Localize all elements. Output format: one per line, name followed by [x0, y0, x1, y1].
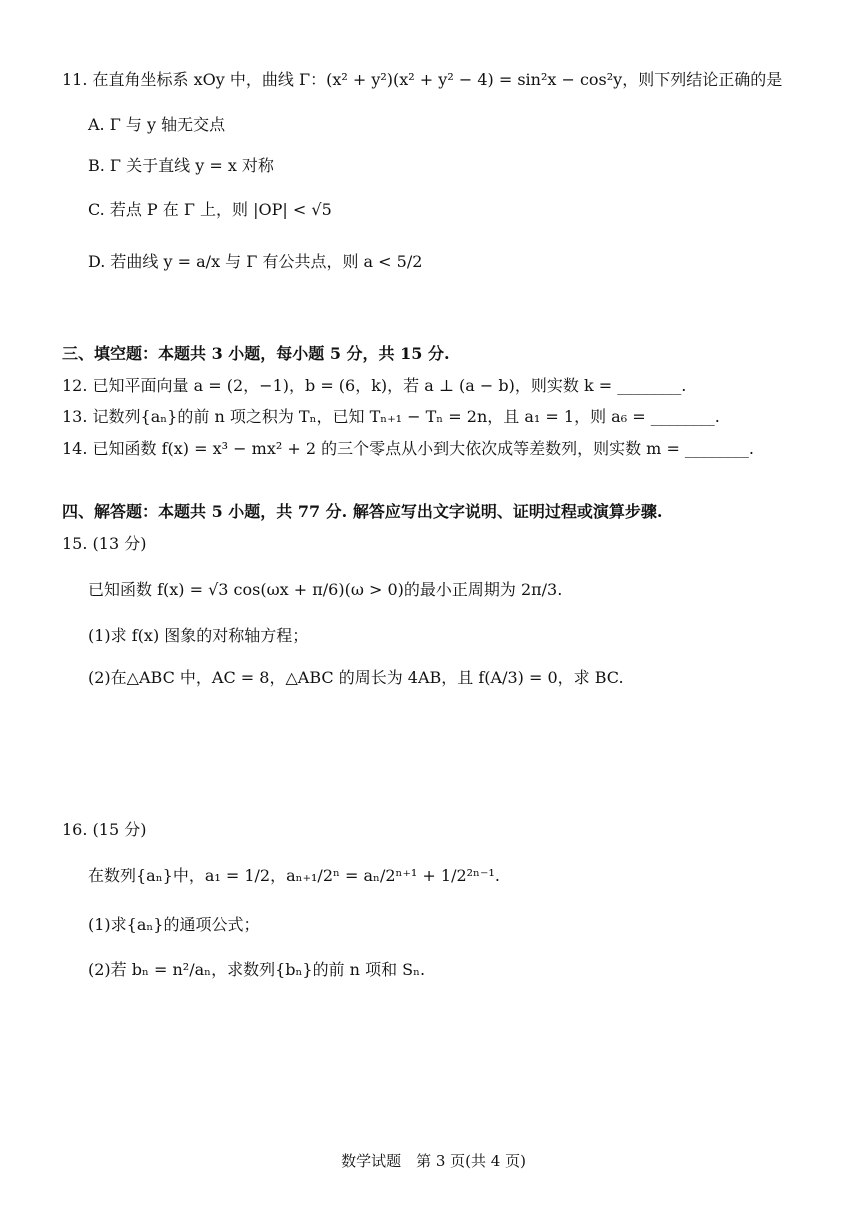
q13-text: 13. 记数列{aₙ}的前 n 项之积为 Tₙ，已知 Tₙ₊₁ − Tₙ = 2n，且 a₁ = 1，则 a₆ = ________.	[62, 407, 720, 426]
q15-part1: (1)求 f(x) 图象的对称轴方程；	[88, 626, 309, 645]
q15-part2: (2)在△ABC 中，AC = 8，△ABC 的周长为 4AB，且 f(A/3) = 0，求 BC.	[88, 668, 624, 687]
q11-option-c: C. 若点 P 在 Γ 上，则 |OP| < √5	[88, 200, 332, 219]
section4-heading: 四、解答题：本题共 5 小题，共 77 分. 解答应写出文字说明、证明过程或演算步骤.	[62, 502, 663, 521]
q16-part2: (2)若 bₙ = n²/aₙ，求数列{bₙ}的前 n 项和 Sₙ.	[88, 960, 426, 979]
q11-stem: 11. 在直角坐标系 xOy 中，曲线 Γ：(x² + y²)(x² + y² − 4) = sin²x − cos²y，则下列结论正确的是	[62, 70, 783, 89]
q15-title: 15. (13 分)	[62, 534, 147, 553]
q16-part1: (1)求{aₙ}的通项公式；	[88, 915, 260, 934]
q11-option-a: A. Γ 与 y 轴无交点	[88, 115, 226, 134]
q11-option-b: B. Γ 关于直线 y = x 对称	[88, 156, 274, 175]
q12-text: 12. 已知平面向量 a = (2，−1)，b = (6，k)，若 a ⊥ (a − b)，则实数 k = ________.	[62, 376, 687, 395]
q15-stem: 已知函数 f(x) = √3 cos(ωx + π/6)(ω > 0)的最小正周期为 2π/3.	[88, 580, 563, 599]
q14-text: 14. 已知函数 f(x) = x³ − mx² + 2 的三个零点从小到大依次成等差数列，则实数 m = ________.	[62, 439, 755, 458]
page-footer: 数学试题 第 3 页(共 4 页)	[341, 1152, 526, 1170]
section3-heading: 三、填空题：本题共 3 小题，每小题 5 分，共 15 分.	[62, 344, 450, 363]
q16-title: 16. (15 分)	[62, 820, 147, 839]
q11-option-d: D. 若曲线 y = a/x 与 Γ 有公共点，则 a < 5/2	[88, 252, 423, 271]
q16-stem: 在数列{aₙ}中，a₁ = 1/2，aₙ₊₁/2ⁿ = aₙ/2ⁿ⁺¹ + 1/2²ⁿ⁻¹.	[88, 866, 500, 885]
